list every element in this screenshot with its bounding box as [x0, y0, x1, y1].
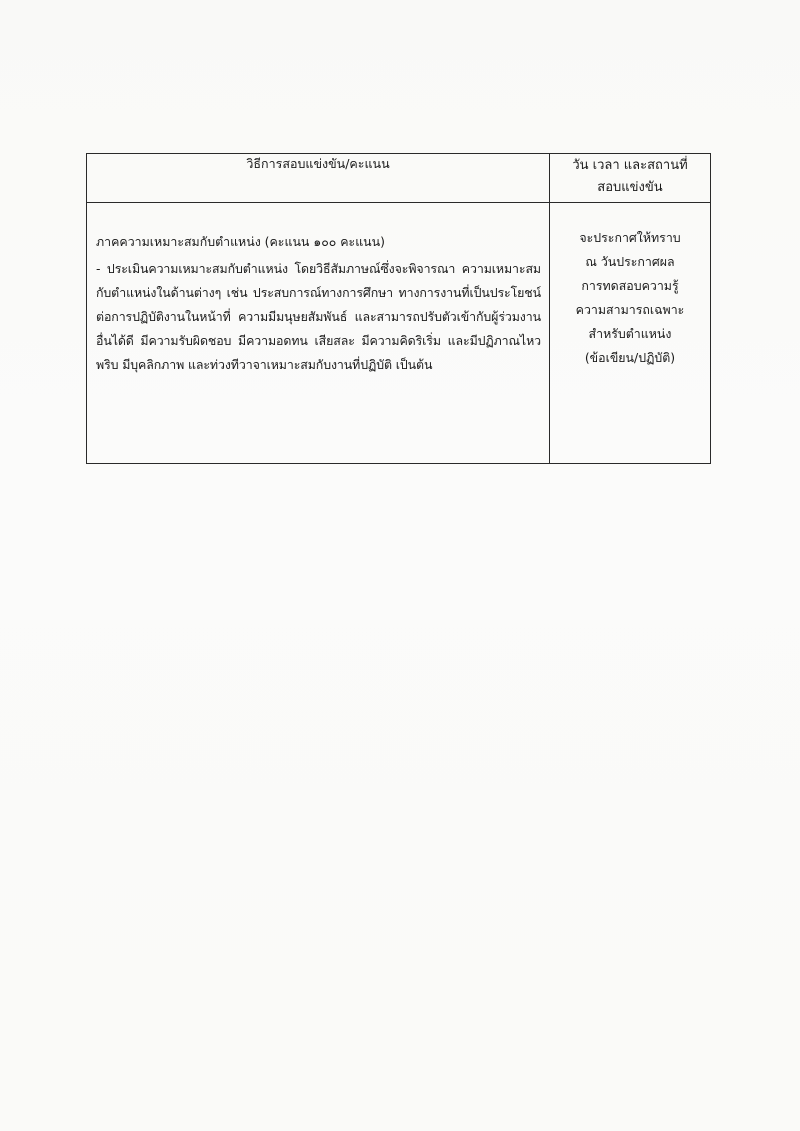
- header-date-label-line1: วัน เวลา และสถานที่: [572, 158, 688, 173]
- header-date-label-line2: สอบแข่งขัน: [597, 180, 663, 195]
- date-line: จะประกาศให้ทราบ: [579, 230, 681, 245]
- date-line: ณ วันประกาศผล: [585, 254, 675, 269]
- section-title: ภาคความเหมาะสมกับตำแหน่ง (คะแนน ๑๐๐ คะแนน): [96, 234, 385, 249]
- table-header-row: [87, 154, 711, 203]
- date-line: ความสามารถเฉพาะ: [575, 302, 685, 317]
- header-date-cell: [550, 154, 711, 203]
- date-line: สำหรับตำแหน่ง: [588, 326, 672, 341]
- section-body: - ประเมินความเหมาะสมกับตำแหน่ง โดยวิธีสัมภาษณ์ซึ่งจะพิจารณา ความเหมาะสมกับตำแหน่งในด้านต่างๆ เช่น ประสบการณ์ทางการศึกษา ทางการงานที่เป็นประโยชน์ต่อการปฏิบัติงานในหน้าที่ ความมีมนุษยสัมพันธ์ และสามารถปรับตัวเข้ากับผู้ร่วมงานอื่นได้ดี มีความรับผิดชอบ มีความอดทน เสียสละ มีความคิดริเริ่ม และมีปฏิภาณไหวพริบ มีบุคลิกภาพ และท่วงทีวาจาเหมาะสมกับงานที่ปฏิบัติ เป็นต้น: [96, 261, 541, 372]
- date-line: (ข้อเขียน/ปฏิบัติ): [584, 350, 676, 365]
- date-cell: [550, 203, 711, 464]
- table-row: [87, 203, 711, 464]
- method-cell: [87, 203, 550, 464]
- header-method-label: วิธีการสอบแข่งขัน/คะแนน: [246, 156, 390, 171]
- exam-method-table: [86, 153, 711, 464]
- date-line: การทดสอบความรู้: [581, 278, 679, 293]
- header-method-cell: [87, 154, 550, 203]
